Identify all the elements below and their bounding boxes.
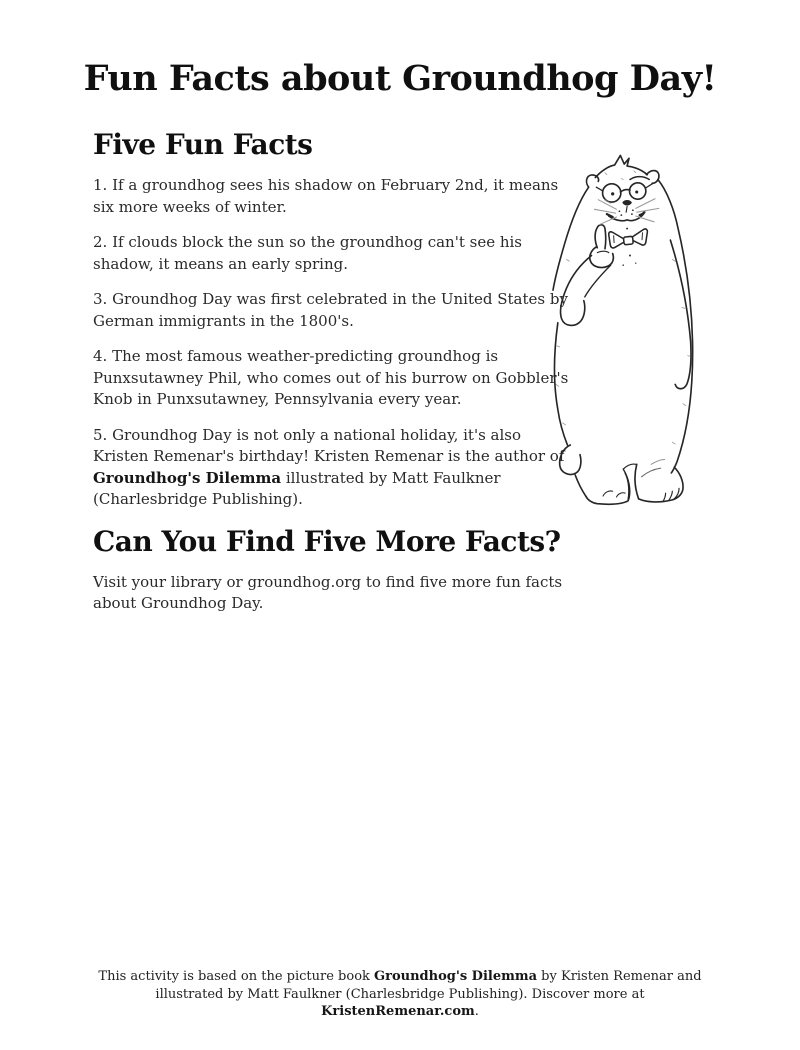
page-title: Fun Facts about Groundhog Day! xyxy=(83,58,717,99)
footer-book-title-bold: Groundhog's Dilemma xyxy=(374,969,538,984)
footer-text-end: . xyxy=(474,1004,479,1019)
more-facts-heading: Can You Find Five More Facts? xyxy=(93,524,561,558)
fact-item-1: 1. If a groundhog sees his shadow on February 2nd, it means six more weeks of winter. xyxy=(93,176,559,216)
fact-item-4: 4. The most famous weather-predicting groundhog is Punxsutawney Phil, who comes out of his burrow on Gobbler's Knob in Punxsutawney, Pennsylvania every year. xyxy=(93,347,569,408)
fact-5-text-pre: 5. Groundhog Day is not only a national holiday, it's also Kristen Remenar's birthday! Kristen Remenar is the author of xyxy=(93,425,565,465)
footer-credit xyxy=(90,968,710,1021)
book-title-bold: Groundhog's Dilemma xyxy=(93,468,282,487)
footer-text-pre: This activity is based on the picture book xyxy=(98,969,375,984)
footer-text-mid: by Kristen Remenar and illustrated by Matt Faulkner (Charlesbridge Publishing). Discover more at xyxy=(155,969,702,1002)
more-facts-body: Visit your library or groundhog.org to find five more fun facts about Groundhog Day. xyxy=(93,572,563,612)
text-column xyxy=(93,128,575,629)
fact-item-2: 2. If clouds block the sun so the groundhog can't see his shadow, it means an early spring. xyxy=(93,233,523,273)
fact-item-5 xyxy=(93,425,575,511)
fact-item-3: 3. Groundhog Day was first celebrated in the United States by German immigrants in the 1800's. xyxy=(93,290,568,330)
footer-site-bold: KristenRemenar.com xyxy=(321,1004,475,1019)
groundhog-line-drawing-icon xyxy=(528,140,706,523)
groundhog-illustration xyxy=(528,140,706,523)
five-fun-facts-heading: Five Fun Facts xyxy=(93,128,313,161)
fact-5-text-post: illustrated by Matt Faulkner (Charlesbridge Publishing). xyxy=(93,468,501,508)
